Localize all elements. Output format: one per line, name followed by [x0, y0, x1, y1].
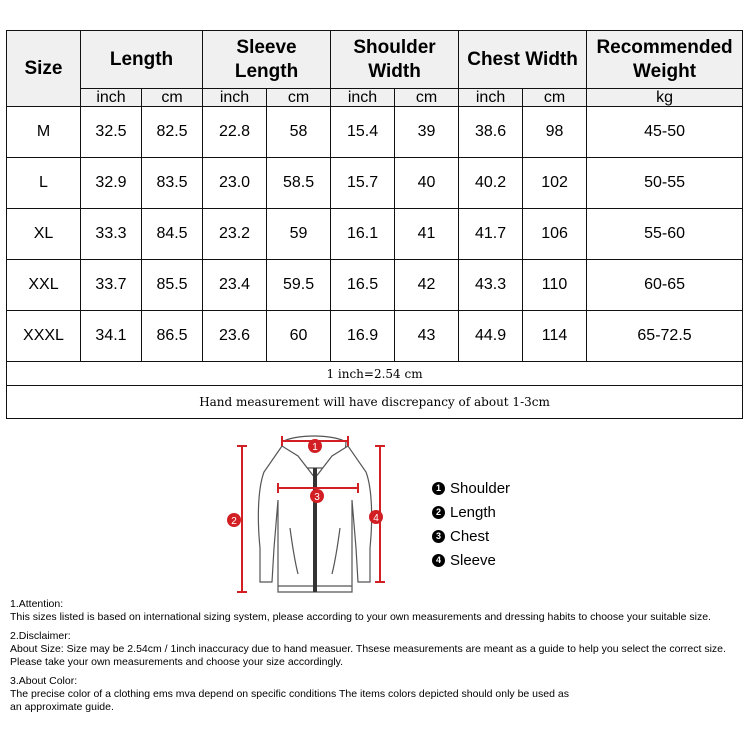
legend-item-sleeve [432, 548, 510, 572]
header-recommended-weight: Recommended Weight [587, 31, 743, 89]
unit-cell: kg [587, 89, 743, 107]
header-size: Size [7, 31, 81, 107]
marker-3 [310, 489, 324, 503]
table-cell: 23.0 [203, 158, 267, 209]
table-cell: 38.6 [459, 107, 523, 158]
header-sleeve-length: Sleeve Length [203, 31, 331, 89]
marker-2 [227, 513, 241, 527]
table-row-l [7, 158, 743, 209]
table-row-m [7, 107, 743, 158]
unit-row [7, 89, 743, 107]
unit-cell: cm [142, 89, 203, 107]
unit-cell: cm [395, 89, 459, 107]
table-cell: 106 [523, 209, 587, 260]
legend-label: Sleeve [450, 551, 496, 569]
discrepancy-row [7, 386, 743, 419]
table-cell: 32.5 [81, 107, 142, 158]
header-length: Length [81, 31, 203, 89]
color-title: 3.About Color: [10, 675, 78, 687]
number-1-icon: 1 [432, 482, 445, 495]
legend-item-length [432, 500, 510, 524]
legend-label: Chest [450, 527, 490, 545]
table-cell: 59.5 [267, 260, 331, 311]
table-cell: 33.3 [81, 209, 142, 260]
table-cell: 82.5 [142, 107, 203, 158]
disclaimer-text: Please take your own measurements and choose your size accordingly. [10, 656, 344, 668]
table-cell: 16.5 [331, 260, 395, 311]
number-4-icon: 4 [432, 554, 445, 567]
table-cell: 16.9 [331, 311, 395, 362]
marker-1 [308, 439, 322, 453]
unit-cell: cm [523, 89, 587, 107]
table-cell: XL [7, 209, 81, 260]
table-cell: 83.5 [142, 158, 203, 209]
legend-label: Shoulder [450, 479, 511, 497]
table-cell: 102 [523, 158, 587, 209]
table-cell: 34.1 [81, 311, 142, 362]
discrepancy-note: Hand measurement will have discrepancy of about 1-3cm [7, 386, 743, 419]
header-chest-width: Chest Width [459, 31, 587, 89]
table-cell: 41 [395, 209, 459, 260]
table-cell: 15.4 [331, 107, 395, 158]
number-2-icon: 2 [432, 506, 445, 519]
table-cell: 86.5 [142, 311, 203, 362]
table-cell: XXL [7, 260, 81, 311]
header-shoulder-width: Shoulder Width [331, 31, 459, 89]
table-row-xxxl [7, 311, 743, 362]
table-row-xl [7, 209, 743, 260]
disclaimer-title: 2.Disclaimer: [10, 630, 71, 642]
table-cell: 85.5 [142, 260, 203, 311]
legend-label: Length [450, 503, 496, 521]
svg-text:1: 1 [312, 442, 318, 453]
color-text: The precise color of a clothing ems mva depend on specific conditions The items colors depicted should only be used as [10, 688, 569, 700]
notes-section [10, 598, 745, 714]
marker-4 [369, 510, 383, 524]
measurement-legend [432, 476, 510, 572]
table-cell: 16.1 [331, 209, 395, 260]
table-cell: 40.2 [459, 158, 523, 209]
table-cell: 50-55 [587, 158, 743, 209]
unit-cell: inch [331, 89, 395, 107]
table-cell: 43.3 [459, 260, 523, 311]
table-cell: 22.8 [203, 107, 267, 158]
unit-cell: inch [459, 89, 523, 107]
attention-text: This sizes listed is based on international sizing system, please according to your own measurements and dressing habits to choose your suitable size. [10, 611, 711, 623]
table-cell: 84.5 [142, 209, 203, 260]
table-cell: 45-50 [587, 107, 743, 158]
table-cell: 43 [395, 311, 459, 362]
legend-item-shoulder [432, 476, 510, 500]
number-3-icon: 3 [432, 530, 445, 543]
table-cell: 33.7 [81, 260, 142, 311]
table-cell: 65-72.5 [587, 311, 743, 362]
table-cell: 39 [395, 107, 459, 158]
table-cell: 23.2 [203, 209, 267, 260]
unit-cell: cm [267, 89, 331, 107]
attention-title: 1.Attention: [10, 598, 64, 610]
svg-text:3: 3 [314, 492, 320, 503]
table-cell: M [7, 107, 81, 158]
table-row-xxl [7, 260, 743, 311]
table-cell: 60 [267, 311, 331, 362]
legend-item-chest [432, 524, 510, 548]
table-cell: 60-65 [587, 260, 743, 311]
table-cell: 15.7 [331, 158, 395, 209]
header-row [7, 31, 743, 89]
table-cell: 114 [523, 311, 587, 362]
unit-cell: inch [81, 89, 142, 107]
conversion-row [7, 362, 743, 386]
table-cell: 42 [395, 260, 459, 311]
table-cell: 23.6 [203, 311, 267, 362]
table-cell: 55-60 [587, 209, 743, 260]
table-cell: 23.4 [203, 260, 267, 311]
size-chart-table [6, 30, 743, 419]
disclaimer-text: About Size: Size may be 2.54cm / 1inch inaccuracy due to hand measuer. Thsese measurements are meant as a guide to help you select the correct size. [10, 643, 726, 655]
svg-text:2: 2 [231, 516, 237, 527]
table-cell: 110 [523, 260, 587, 311]
table-cell: 59 [267, 209, 331, 260]
unit-cell: inch [203, 89, 267, 107]
table-cell: 98 [523, 107, 587, 158]
table-cell: XXXL [7, 311, 81, 362]
svg-text:4: 4 [373, 513, 379, 524]
jacket-measurement-diagram [220, 428, 390, 600]
table-cell: 58 [267, 107, 331, 158]
table-cell: 58.5 [267, 158, 331, 209]
table-cell: 41.7 [459, 209, 523, 260]
table-cell: 32.9 [81, 158, 142, 209]
conversion-note: 1 inch=2.54 cm [7, 362, 743, 386]
color-text: an approximate guide. [10, 701, 114, 713]
table-cell: L [7, 158, 81, 209]
table-cell: 44.9 [459, 311, 523, 362]
table-cell: 40 [395, 158, 459, 209]
